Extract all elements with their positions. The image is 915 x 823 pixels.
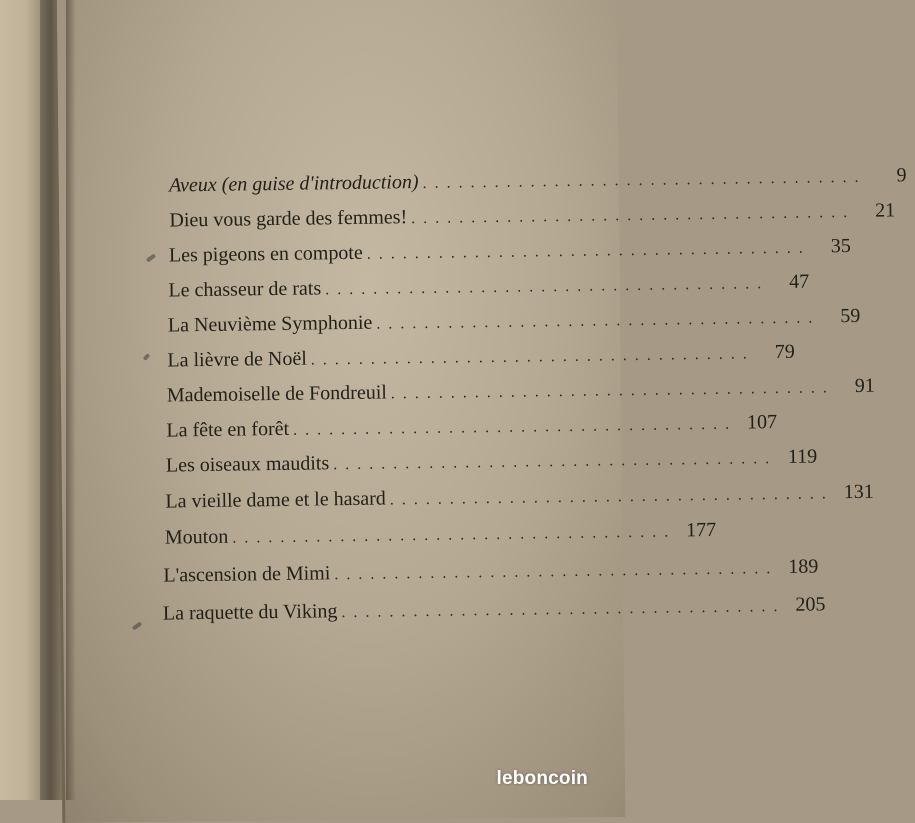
toc-entry-title: La raquette du Viking xyxy=(162,600,338,625)
toc-entry-title: Mademoiselle de Fondreuil xyxy=(166,381,388,407)
toc-entry-page: 177 xyxy=(686,518,717,542)
toc-entry xyxy=(167,304,861,337)
leader-dots: . . . . . . . . . . . . . . . . . . . . . . . . . . . . . . . . . . . . . xyxy=(389,485,828,509)
leader-dots: . . . . . . . . . . . . . . . . . . . . . . . . . . . . . . . . . . . . . xyxy=(366,239,805,263)
toc-entry xyxy=(165,480,874,513)
toc-entry-page: 91 xyxy=(854,374,875,397)
toc-entry-title: La fête en forêt xyxy=(166,417,290,442)
toc-entry-page: 35 xyxy=(830,234,851,258)
toc-entry-title: Dieu vous garde des femmes! xyxy=(169,206,408,232)
toc-entry-title: Aveux (en guise d'introduction) xyxy=(168,171,419,197)
leader-dots: . . . . . . . . . . . . . . . . . . . . . . . . . . . . . . . . . . . . . xyxy=(376,309,815,333)
toc-entry xyxy=(167,340,795,372)
toc-entry-title: Les oiseaux maudits xyxy=(165,452,330,477)
leader-dots: . . . . . . . . . . . . . . . . . . . . . . . . . . . . . . . . . . . . . xyxy=(333,450,772,474)
toc-entry-title: Les pigeons en compote xyxy=(168,241,363,267)
toc-entry-title: La lièvre de Noël xyxy=(167,347,307,372)
toc-entry-page: 189 xyxy=(788,555,819,578)
leader-dots: . . . . . . . . . . . . . . . . . . . . . . . . . . . . . . . . . . . . . xyxy=(232,523,671,547)
toc-entry-page: 47 xyxy=(788,270,810,293)
toc-entry-title: Le chasseur de rats xyxy=(168,277,322,302)
toc-entry-page: 205 xyxy=(795,593,826,616)
toc-entry xyxy=(168,270,810,302)
leader-dots: . . . . . . . . . . . . . . . . . . . . . . . . . . . . . . . . . . . . . xyxy=(334,560,773,584)
leader-dots: . . . . . . . . . . . . . . . . . . . . . . . . . . . . . . . . . . . . . xyxy=(390,379,829,403)
leader-dots: . . . . . . . . . . . . . . . . . . . . . . . . . . . . . . . . . . . . . xyxy=(325,275,764,299)
leader-dots: . . . . . . . . . . . . . . . . . . . . . . . . . . . . . . . . . . . . . xyxy=(310,345,749,369)
toc-entry-title: La vieille dame et le hasard xyxy=(165,487,386,513)
toc-entry-page: 21 xyxy=(874,199,896,222)
toc-entry xyxy=(168,164,907,197)
toc-entry xyxy=(164,518,717,549)
toc-entry-page: 131 xyxy=(843,480,874,504)
leader-dots: . . . . . . . . . . . . . . . . . . . . . . . . . . . . . . . . . . . . . xyxy=(293,415,732,439)
toc-entry xyxy=(166,411,778,442)
toc-entry-title: Mouton xyxy=(164,525,229,549)
toc-entry xyxy=(162,593,826,625)
toc-entry-page: 79 xyxy=(774,340,795,364)
toc-entry-title: La Neuvième Symphonie xyxy=(167,311,373,337)
toc-entry xyxy=(168,234,851,267)
toc-entry xyxy=(166,374,875,407)
toc-entry xyxy=(169,199,896,232)
toc-entry-page: 119 xyxy=(787,445,818,468)
leader-dots: . . . . . . . . . . . . . . . . . . . . . . . . . . . . . . . . . . . . . xyxy=(341,598,780,622)
leader-dots: . . . . . . . . . . . . . . . . . . . . . . . . . . . . . . . . . . . . . xyxy=(422,168,861,192)
toc-entry xyxy=(165,445,818,477)
toc-entry-page: 107 xyxy=(746,411,778,434)
toc-entry-page: 59 xyxy=(840,304,861,328)
toc-entry-page: 9 xyxy=(896,164,907,187)
leboncoin-watermark: leboncoin xyxy=(496,768,588,789)
toc-entry xyxy=(163,555,819,587)
toc-entry-title: L'ascension de Mimi xyxy=(163,562,331,587)
leader-dots: . . . . . . . . . . . . . . . . . . . . . . . . . . . . . . . . . . . . . xyxy=(411,204,850,228)
